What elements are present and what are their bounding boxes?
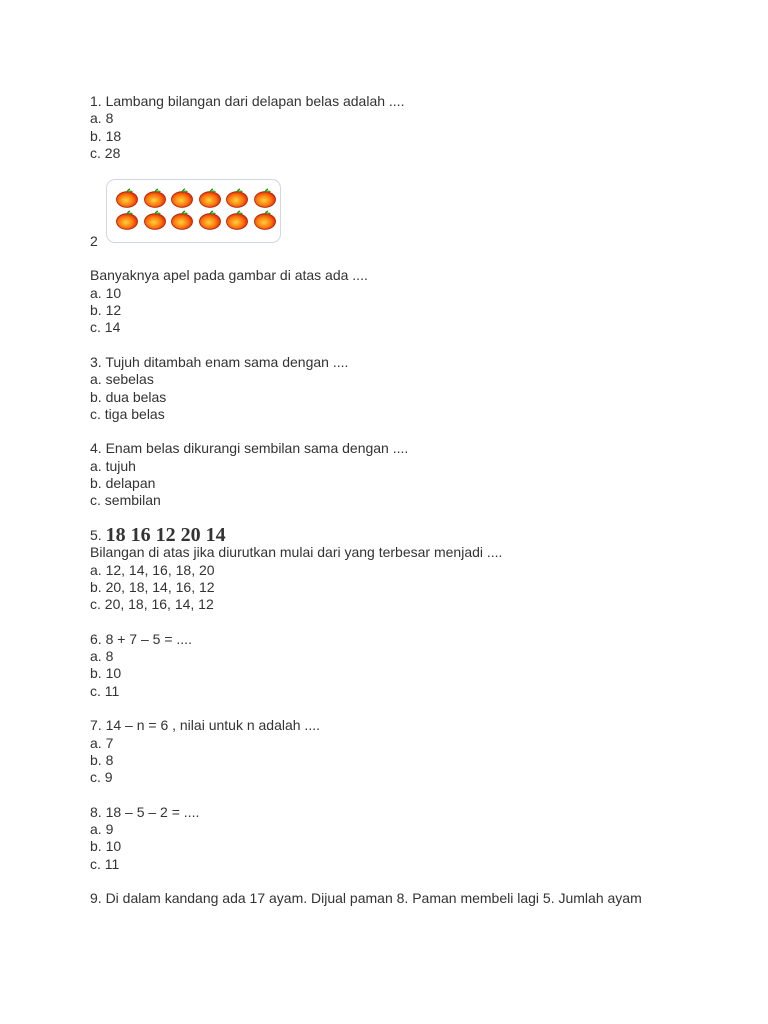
question-number: 2 xyxy=(90,233,98,250)
question-prompt: Banyaknya apel pada gambar di atas ada .... xyxy=(90,267,368,284)
option-a: a. tujuh xyxy=(90,457,136,474)
option-c: c. 11 xyxy=(90,855,120,872)
option-b: b. dua belas xyxy=(90,388,167,405)
apple-icon xyxy=(198,210,222,230)
option-b: b. 8 xyxy=(90,751,114,768)
apple-grid xyxy=(115,188,280,232)
question-prompt: Bilangan di atas jika diurutkan mulai dari yang terbesar menjadi .... xyxy=(90,544,503,561)
number-sequence: 18 16 12 20 14 xyxy=(105,523,226,546)
option-c: c. 11 xyxy=(90,682,120,699)
question-8 xyxy=(90,804,730,873)
option-c: c. 20, 18, 16, 14, 12 xyxy=(90,596,214,613)
apple-icon xyxy=(170,188,194,208)
option-c: c. 28 xyxy=(90,144,121,161)
option-b: b. 20, 18, 14, 16, 12 xyxy=(90,578,215,595)
apple-icon xyxy=(143,210,167,230)
question-2 xyxy=(90,179,730,336)
question-prompt: 8. 18 – 5 – 2 = .... xyxy=(90,803,200,820)
apple-icon xyxy=(198,188,222,208)
option-a: a. 10 xyxy=(90,284,122,301)
question-prompt: 1. Lambang bilangan dari delapan belas adalah .... xyxy=(90,93,405,109)
option-a: a. 8 xyxy=(90,110,114,127)
apple-icon xyxy=(225,188,249,208)
question-prompt: 7. 14 – n = 6 , nilai untuk n adalah .... xyxy=(90,717,320,734)
option-b: b. 10 xyxy=(90,665,122,682)
question-1 xyxy=(90,93,730,162)
option-a: a. sebelas xyxy=(90,371,154,388)
option-b: b. 18 xyxy=(90,127,122,144)
option-a: a. 12, 14, 16, 18, 20 xyxy=(90,561,215,578)
option-a: a. 9 xyxy=(90,820,114,837)
question-9 xyxy=(90,890,730,907)
apple-icon xyxy=(253,188,277,208)
question-5 xyxy=(90,523,730,613)
apple-picture xyxy=(90,179,730,249)
worksheet xyxy=(90,93,730,925)
apple-icon xyxy=(143,188,167,208)
apple-icon xyxy=(170,210,194,230)
question-prompt: 9. Di dalam kandang ada 17 ayam. Dijual paman 8. Paman membeli lagi 5. Jumlah ayam xyxy=(90,890,642,907)
option-c: c. sembilan xyxy=(90,492,161,509)
apple-icon xyxy=(115,210,139,230)
question-6 xyxy=(90,631,730,700)
question-prompt: 4. Enam belas dikurangi sembilan sama dengan .... xyxy=(90,440,409,457)
question-4 xyxy=(90,440,730,509)
option-c: c. 14 xyxy=(90,319,121,336)
apple-icon xyxy=(115,188,139,208)
option-c: c. 9 xyxy=(90,769,113,786)
question-prompt: 3. Tujuh ditambah enam sama dengan .... xyxy=(90,353,349,370)
apple-icon xyxy=(253,210,277,230)
apple-image-frame xyxy=(106,179,281,243)
question-prompt: 6. 8 + 7 – 5 = .... xyxy=(90,630,192,647)
option-c: c. tiga belas xyxy=(90,405,165,422)
question-3 xyxy=(90,354,730,423)
apple-icon xyxy=(225,210,249,230)
question-7 xyxy=(90,717,730,786)
option-b: b. 10 xyxy=(90,838,122,855)
question-number: 5. xyxy=(90,526,102,543)
option-a: a. 7 xyxy=(90,734,114,751)
option-a: a. 8 xyxy=(90,648,114,665)
option-b: b. 12 xyxy=(90,302,122,319)
option-b: b. delapan xyxy=(90,475,156,492)
